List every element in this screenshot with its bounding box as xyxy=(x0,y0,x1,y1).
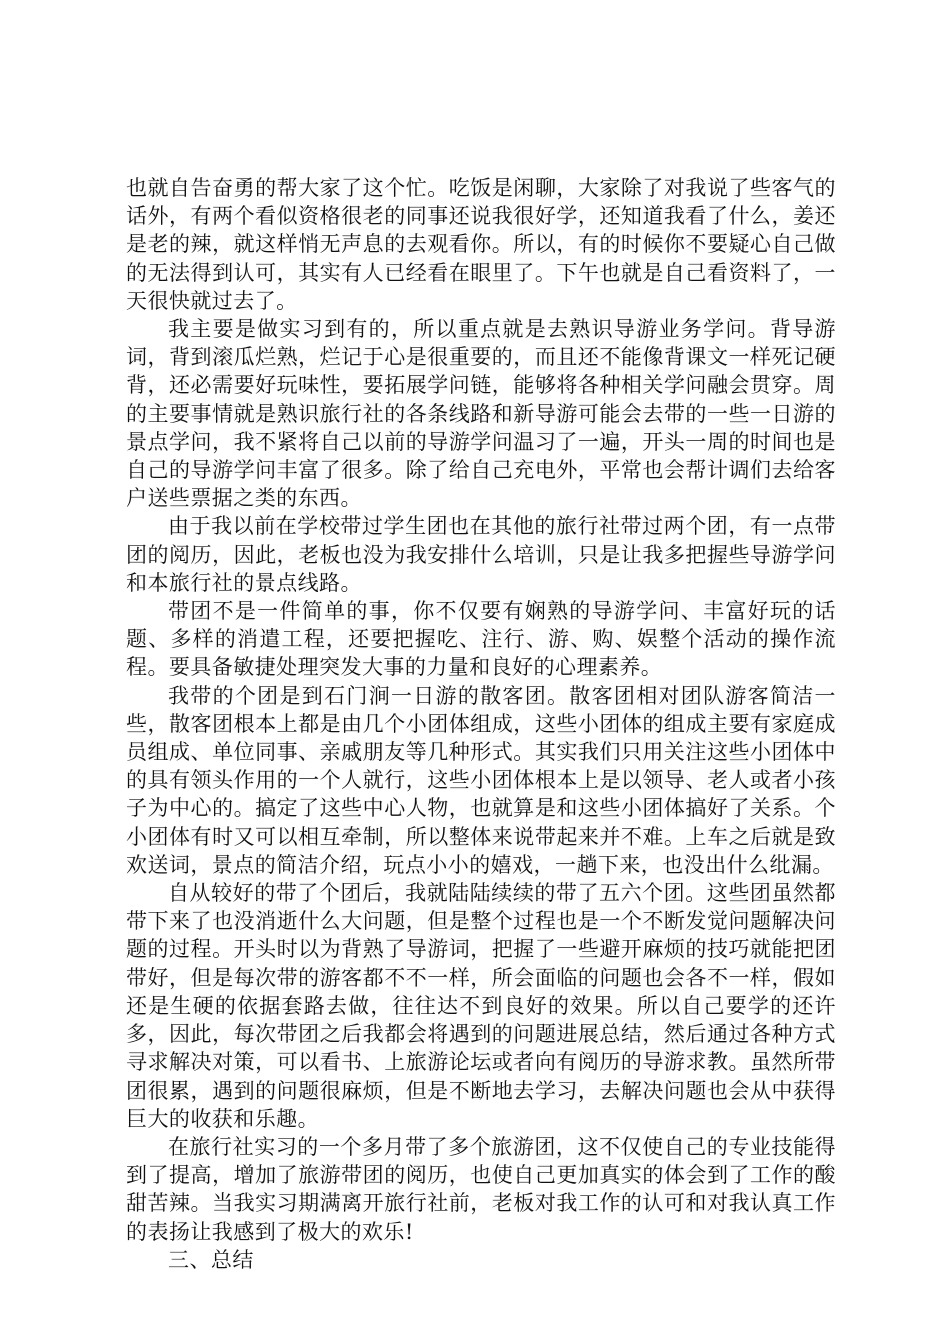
paragraph-3: 由于我以前在学校带过学生团也在其他的旅行社带过两个团，有一点带团的阅历，因此，老板也没为我安排什么培训，只是让我多把握些导游学问和本旅行社的景点线路。 xyxy=(126,514,836,595)
document-body xyxy=(126,174,836,1274)
paragraph-6: 自从较好的带了个团后，我就陆陆续续的带了五六个团。这些团虽然都带下来了也没消逝什么大问题，但是整个过程也是一个不断发觉问题解决问题的过程。开头时以为背熟了导游词，把握了一些避开麻烦的技巧就能把团带好，但是每次带的游客都不不一样，所会面临的问题也会各不一样，假如还是生硬的依据套路去做，往往达不到良好的效果。所以自己要学的还许多，因此，每次带团之后我都会将遇到的问题进展总结，然后通过各种方式寻求解决对策，可以看书、上旅游论坛或者向有阅历的导游求教。虽然所带团很累，遇到的问题很麻烦，但是不断地去学习，去解决问题也会从中获得巨大的收获和乐趣。 xyxy=(126,881,836,1131)
section-heading-summary: 三、总结 xyxy=(168,1247,254,1272)
paragraph-7: 在旅行社实习的一个多月带了多个旅游团，这不仅使自己的专业技能得到了提高，增加了旅游带团的阅历，也使自己更加真实的体会到了工作的酸甜苦辣。当我实习期满离开旅行社前，老板对我工作的认可和对我认真工作的表扬让我感到了极大的欢乐! xyxy=(126,1134,836,1244)
paragraph-2: 我主要是做实习到有的，所以重点就是去熟识导游业务学问。背导游词，背到滚瓜烂熟，烂记于心是很重要的，而且还不能像背课文一样死记硬背，还必需要好玩味性，要拓展学问链，能够将各种相关学问融会贯穿。周的主要事情就是熟识旅行社的各条线路和新导游可能会去带的一些一日游的景点学问，我不紧将自己以前的导游学问温习了一遍，开头一周的时间也是自己的导游学问丰富了很多。除了给自己充电外，平常也会帮计调们去给客户送些票据之类的东西。 xyxy=(126,317,836,511)
paragraph-1: 也就自告奋勇的帮大家了这个忙。吃饭是闲聊，大家除了对我说了些客气的话外，有两个看似资格很老的同事还说我很好学，还知道我看了什么，姜还是老的辣，就这样悄无声息的去观看你。所以，有的时候你不要疑心自己做的无法得到认可，其实有人已经看在眼里了。下午也就是自己看资料了，一天很快就过去了。 xyxy=(126,176,836,313)
paragraph-5: 我带的个团是到石门涧一日游的散客团。散客团相对团队游客简洁一些，散客团根本上都是由几个小团体组成，这些小团体的组成主要有家庭成员组成、单位同事、亲戚朋友等几种形式。其实我们只用关注这些小团体中的具有领头作用的一个人就行，这些小团体根本上是以领导、老人或者小孩子为中心的。搞定了这些中心人物，也就算是和这些小团体搞好了关系。个小团体有时又可以相互牵制，所以整体来说带起来并不难。上车之后就是致欢送词，景点的简洁介绍，玩点小小的嬉戏，一趟下来，也没出什么纰漏。 xyxy=(126,683,836,877)
paragraph-4: 带团不是一件简单的事，你不仅要有娴熟的导游学问、丰富好玩的话题、多样的消遣工程，还要把握吃、注行、游、购、娱整个活动的操作流程。要具备敏捷处理突发大事的力量和良好的心理素养。 xyxy=(126,599,836,680)
